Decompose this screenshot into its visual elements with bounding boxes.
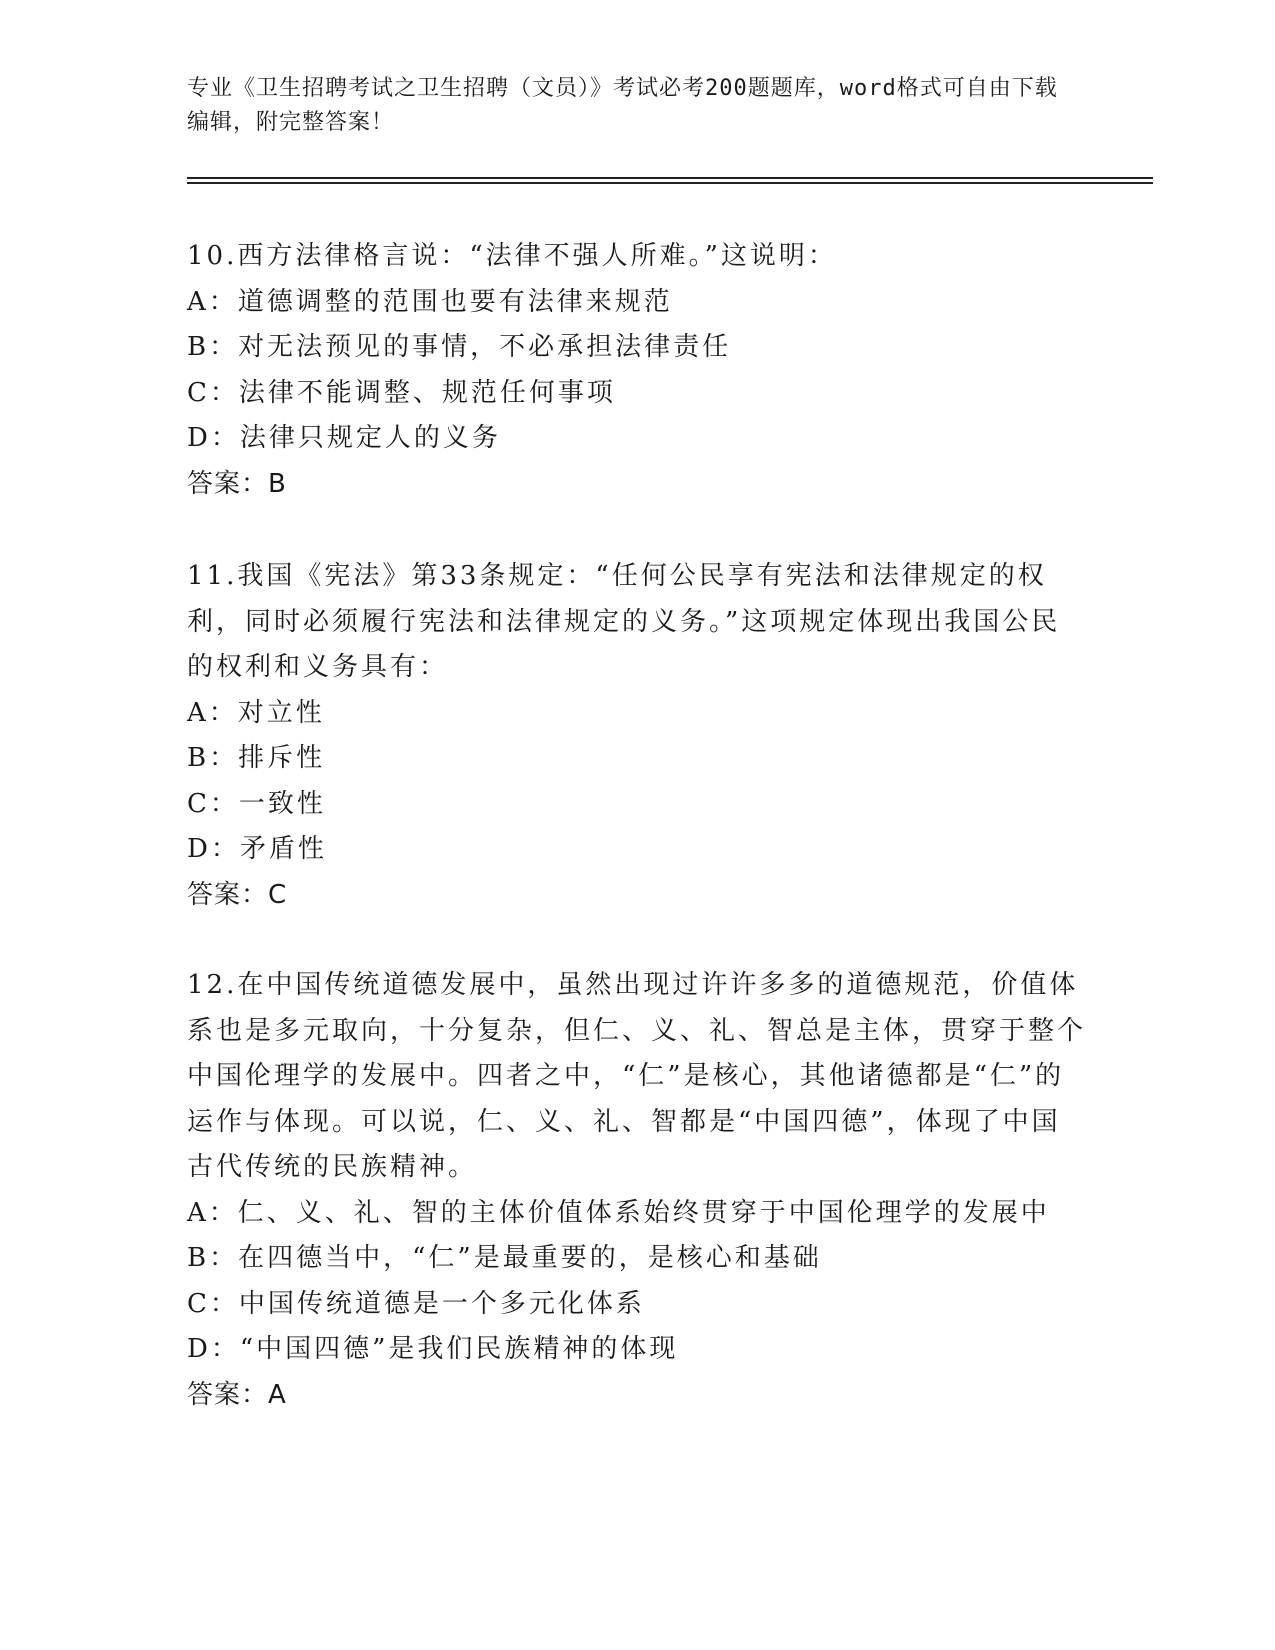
option-a: A：道德调整的范围也要有法律来规范 [187, 286, 673, 317]
option-a: A：仁、义、礼、智的主体价值体系始终贯穿于中国伦理学的发展中 [187, 1197, 1050, 1228]
question-stem: 10.西方法律格言说：“法律不强人所难。”这说明： [187, 241, 837, 271]
option-b: B：在四德当中，“仁”是最重要的，是核心和基础 [187, 1243, 822, 1273]
question-12 [187, 963, 1087, 1418]
option-c: C：法律不能调整、规范任何事项 [187, 377, 616, 408]
question-11 [187, 554, 1087, 918]
header-divider-top [187, 177, 1153, 179]
option-d: D：法律只规定人的义务 [187, 423, 501, 453]
header-divider-bottom [187, 182, 1153, 184]
option-b: B：排斥性 [187, 743, 326, 773]
question-stem: 11.我国《宪法》第33条规定：“任何公民享有宪法和法律规定的权利，同时必须履行宪法和法律规定的义务。”这项规定体现出我国公民的权利和义务具有： [187, 561, 1061, 682]
option-c: C：中国传统道德是一个多元化体系 [187, 1288, 645, 1319]
option-a: A：对立性 [187, 697, 325, 728]
question-10 [187, 234, 1087, 507]
option-c: C：一致性 [187, 788, 326, 819]
question-stem: 12.在中国传统道德发展中，虽然出现过许许多多的道德规范，价值体系也是多元取向，十分复杂，但仁、义、礼、智总是主体，贯穿于整个中国伦理学的发展中。四者之中，“仁”是核心，其他诸德都是“仁”的运作与体现。可以说，仁、义、礼、智都是“中国四德”，体现了中国古代传统的民族精神。 [187, 970, 1087, 1182]
option-d: D：“中国四德”是我们民族精神的体现 [187, 1334, 679, 1364]
document-header: 专业《卫生招聘考试之卫生招聘（文员）》考试必考200题题库，word格式可自由下载编辑，附完整答案！ [187, 76, 1058, 135]
answer-label: 答案：C [187, 879, 288, 910]
option-d: D：矛盾性 [187, 834, 327, 864]
answer-label: 答案：B [187, 468, 287, 499]
option-b: B：对无法预见的事情，不必承担法律责任 [187, 332, 732, 362]
answer-label: 答案：A [187, 1379, 287, 1410]
